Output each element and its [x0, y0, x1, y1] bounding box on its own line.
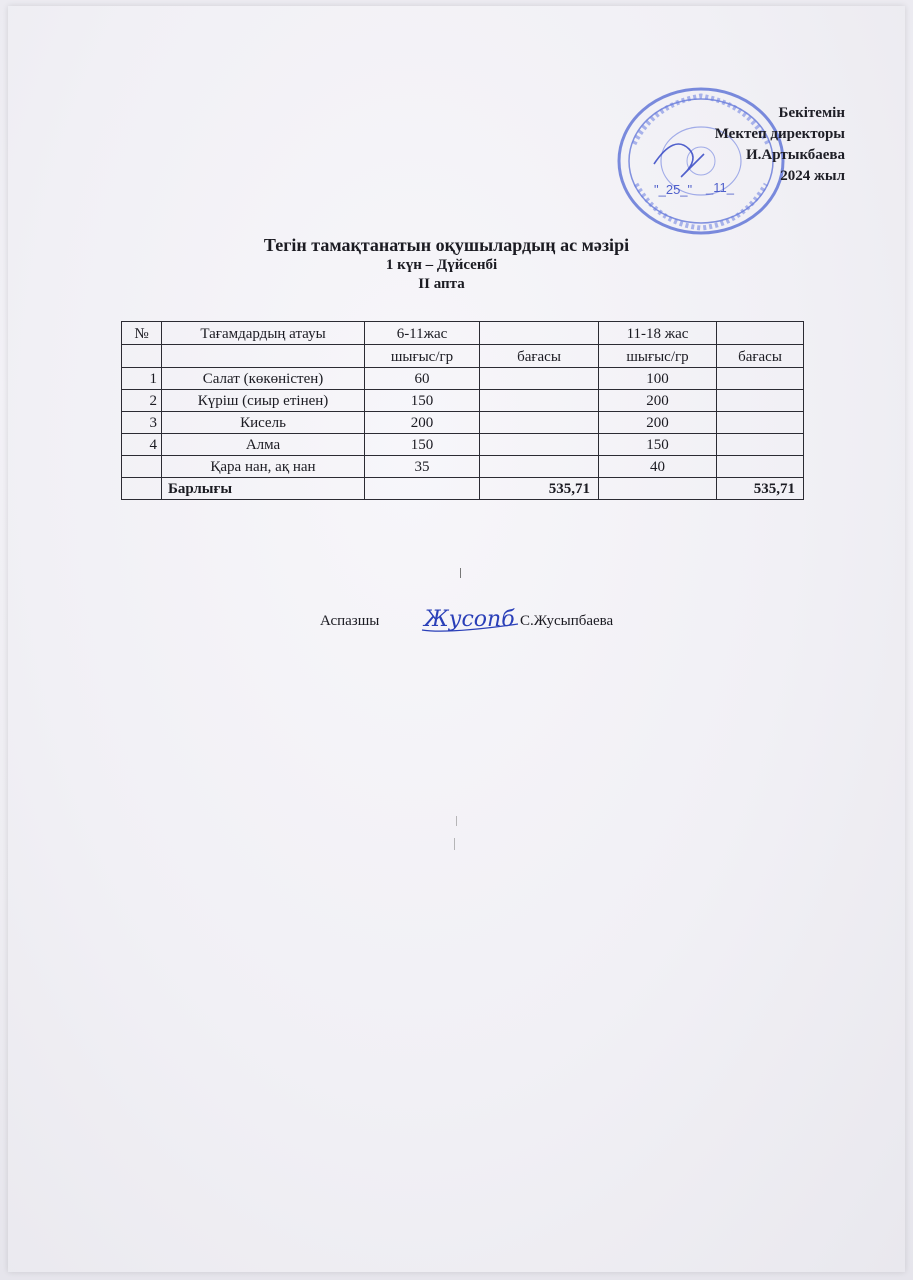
- table-total-row: [122, 478, 804, 500]
- svg-text:Жусопб: Жусопб: [424, 607, 515, 632]
- header-empty-2: [717, 322, 804, 345]
- approval-position: Мектеп директоры: [714, 126, 845, 142]
- table-row: Қара нан, ақ нан 35 40: [122, 456, 804, 478]
- pen-mark: [456, 816, 457, 826]
- approval-year: 2024 жыл: [780, 168, 845, 184]
- total-price-1: 535,71: [480, 478, 599, 500]
- total-label: Барлығы: [162, 478, 365, 500]
- header-dish: Тағамдардың атауы: [162, 322, 365, 345]
- signature-role: Аспазшы: [320, 613, 380, 629]
- header-number: №: [122, 322, 162, 345]
- handwritten-signature: [418, 600, 528, 636]
- title-block: [8, 234, 905, 294]
- header-age-6-11: 6-11жас: [365, 322, 480, 345]
- approval-director-name: И.Артыкбаева: [745, 147, 845, 163]
- header-age-11-18: 11-18 жас: [599, 322, 717, 345]
- pen-mark: [454, 838, 455, 850]
- header-price-1: бағасы: [480, 345, 599, 368]
- signature-name: С.Жусыпбаева: [520, 613, 614, 629]
- header-portion-1: шығыс/гр: [365, 345, 480, 368]
- table-header-row: [122, 322, 804, 345]
- approval-heading: Бекітемін: [778, 105, 845, 121]
- total-price-2: 535,71: [717, 478, 804, 500]
- table-row: 2 Күріш (сиыр етінен) 150 200: [122, 390, 804, 412]
- menu-table: [121, 321, 804, 500]
- header-price-2: бағасы: [717, 345, 804, 368]
- pen-mark: [460, 568, 461, 578]
- seal-date-day: "_25_": [654, 182, 693, 197]
- table-row: 1 Салат (көкөністен) 60 100: [122, 368, 804, 390]
- table-row: 4 Алма 150 150: [122, 434, 804, 456]
- document-page: [8, 6, 905, 1272]
- seal-date-month: _11_: [706, 180, 734, 195]
- approval-block: [715, 103, 845, 187]
- day-label: 1 күн – Дүйсенбі: [385, 257, 498, 273]
- header-empty-1: [480, 322, 599, 345]
- header-portion-2: шығыс/гр: [599, 345, 717, 368]
- week-label: ІІ апта: [418, 276, 465, 292]
- table-subheader-row: [122, 345, 804, 368]
- page-title: Тегін тамақтанатын оқушылардың ас мәзірі: [263, 235, 630, 255]
- table-row: 3 Кисель 200 200: [122, 412, 804, 434]
